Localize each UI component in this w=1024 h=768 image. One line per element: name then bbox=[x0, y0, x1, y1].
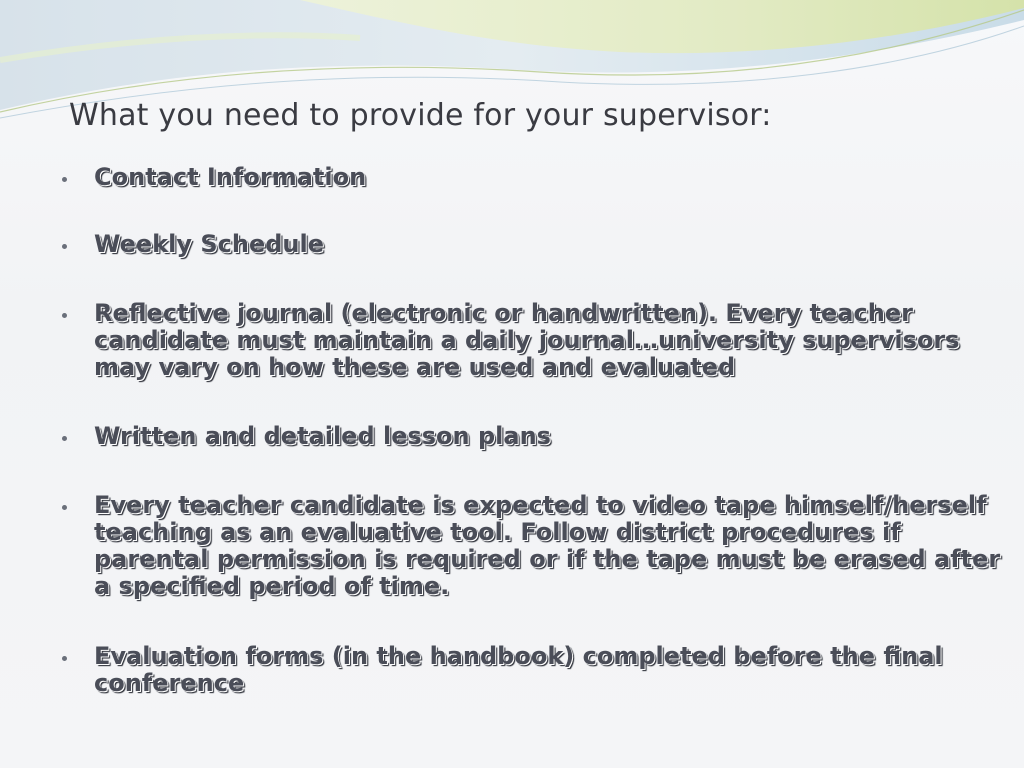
bullet-text: Every teacher candidate is expected to video tape himself/herself teaching as an evaluative tool. Follow district procedures if parental permission is required or if the tape must be erased after a specified period of time. bbox=[94, 491, 1001, 600]
bullet-text: Written and detailed lesson plans bbox=[94, 422, 551, 450]
bullet-dot-icon bbox=[62, 436, 67, 441]
bullet-dot-icon bbox=[62, 313, 67, 318]
bullet-item bbox=[58, 300, 1014, 381]
slide-title: What you need to provide for your supervisor: bbox=[69, 98, 772, 133]
bullet-dot-icon bbox=[62, 656, 67, 661]
bullet-dot-icon bbox=[62, 505, 67, 510]
bullet-item bbox=[58, 492, 1014, 600]
bullet-item bbox=[58, 164, 1014, 191]
bullet-item bbox=[58, 231, 1014, 258]
bullet-item bbox=[58, 643, 1014, 697]
bullet-dot-icon bbox=[62, 177, 67, 182]
bullet-text: Reflective journal (electronic or handwritten). Every teacher candidate must maintain a daily journal…university supervisors may vary on how these are used and evaluated bbox=[94, 299, 960, 381]
bullet-text: Weekly Schedule bbox=[94, 230, 325, 258]
bullet-item bbox=[58, 423, 1014, 450]
bullet-text: Evaluation forms (in the handbook) completed before the final conference bbox=[94, 642, 943, 697]
bullet-text: Contact Information bbox=[94, 163, 367, 191]
bullet-dot-icon bbox=[62, 244, 67, 249]
